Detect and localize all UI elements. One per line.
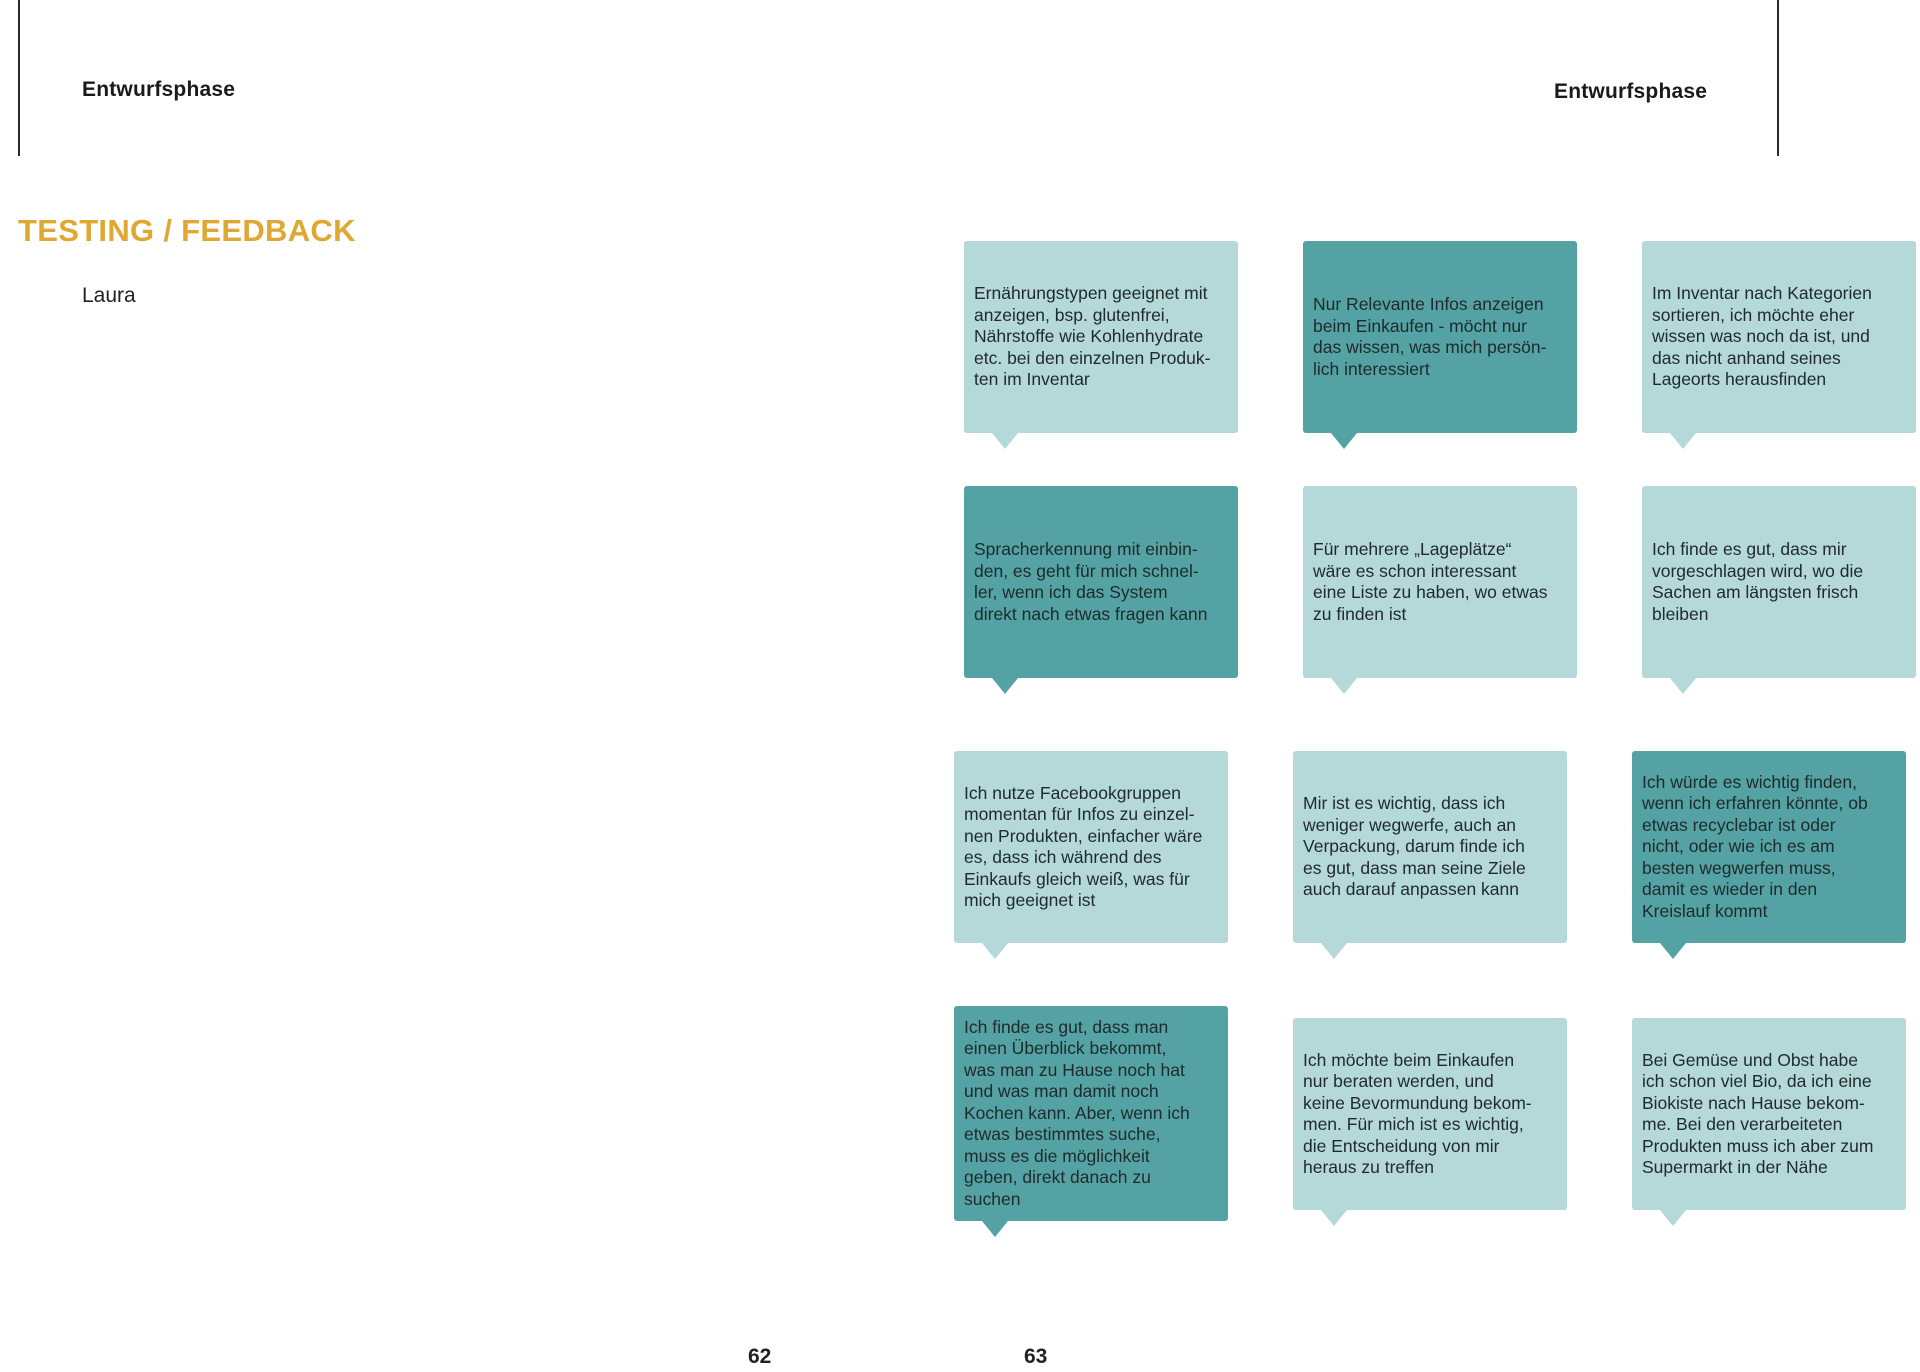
feedback-text: Im Inventar nach Kategorien sortieren, ich möchte eher wissen was noch da ist, und das nicht anhand seines Lageorts herausfinden [1652, 283, 1872, 390]
feedback-text: Ich finde es gut, dass mir vorgeschlagen wird, wo die Sachen am längsten frisch bleiben [1652, 539, 1864, 624]
feedback-bubble [1642, 241, 1916, 433]
right-page-number: 63 [1024, 1345, 1048, 1368]
speech-bubble-tail [982, 1221, 1008, 1237]
left-page-margin-rule [18, 0, 20, 156]
feedback-bubble [1303, 486, 1577, 678]
right-page-header: Entwurfsphase [1554, 80, 1708, 103]
feedback-text: Nur Relevante Infos anzeigen beim Einkaufen - möcht nur das wissen, was mich persön- lich interessiert [1313, 294, 1547, 379]
feedback-text: Ich möchte beim Einkaufen nur beraten werden, und keine Bevormundung bekom- men. Für mich ist es wichtig, die Entscheidung von mir heraus zu treffen [1303, 1049, 1532, 1177]
feedback-text: Mir ist es wichtig, dass ich weniger wegwerfe, auch an Verpackung, darum finde ich es gut, dass man seine Ziele auch darauf anpassen kann [1303, 793, 1526, 900]
feedback-bubble [954, 1006, 1228, 1221]
feedback-text: Ernährungstypen geeignet mit anzeigen, bsp. glutenfrei, Nährstoffe wie Kohlenhydrate etc. bei den einzelnen Produk- ten im Inventar [974, 283, 1211, 390]
feedback-bubble [954, 751, 1228, 943]
left-page-header: Entwurfsphase [82, 78, 236, 101]
feedback-bubble [1632, 751, 1906, 943]
feedback-text: Für mehrere „Lageplätze“ wäre es schon interessant eine Liste zu haben, wo etwas zu finden ist [1313, 539, 1548, 624]
feedback-bubble [1303, 241, 1577, 433]
speech-bubble-tail [1660, 1210, 1686, 1226]
speech-bubble-tail [1670, 433, 1696, 449]
speech-bubble-tail [1321, 943, 1347, 959]
feedback-text: Spracherkennung mit einbin- den, es geht für mich schnel- ler, wenn ich das System direkt nach etwas fragen kann [974, 539, 1208, 624]
feedback-text: Ich finde es gut, dass man einen Überblick bekommt, was man zu Hause noch hat und was man damit noch Kochen kann. Aber, wenn ich etwas bestimmtes suche, muss es die möglichkeit geben, direkt danach zu suchen [964, 1016, 1190, 1209]
left-page-number: 62 [748, 1345, 772, 1368]
speech-bubble-tail [992, 433, 1018, 449]
section-title: TESTING / FEEDBACK [18, 213, 356, 248]
feedback-text: Bei Gemüse und Obst habe ich schon viel Bio, da ich eine Biokiste nach Hause bekom- me. Bei den verarbeiteten Produkten muss ich aber zum Supermarkt in der Nähe [1642, 1049, 1874, 1177]
feedback-bubble [1632, 1018, 1906, 1210]
feedback-bubble [1642, 486, 1916, 678]
participant-name: Laura [82, 284, 136, 307]
speech-bubble-tail [982, 943, 1008, 959]
speech-bubble-tail [1660, 943, 1686, 959]
speech-bubble-tail [1331, 433, 1357, 449]
speech-bubble-tail [992, 678, 1018, 694]
speech-bubble-tail [1331, 678, 1357, 694]
feedback-bubble [1293, 1018, 1567, 1210]
feedback-bubble [1293, 751, 1567, 943]
feedback-bubble [964, 486, 1238, 678]
speech-bubble-tail [1670, 678, 1696, 694]
feedback-text: Ich nutze Facebookgruppen momentan für Infos zu einzel- nen Produkten, einfacher wäre es, dass ich während des Einkaufs gleich weiß, was für mich geeignet ist [964, 782, 1203, 910]
right-page-margin-rule [1777, 0, 1779, 156]
speech-bubble-tail [1321, 1210, 1347, 1226]
feedback-bubble [964, 241, 1238, 433]
feedback-text: Ich würde es wichtig finden, wenn ich erfahren könnte, ob etwas recyclebar ist oder nicht, oder wie ich es am besten wegwerfen muss, damit es wieder in den Kreislauf kommt [1642, 771, 1868, 921]
